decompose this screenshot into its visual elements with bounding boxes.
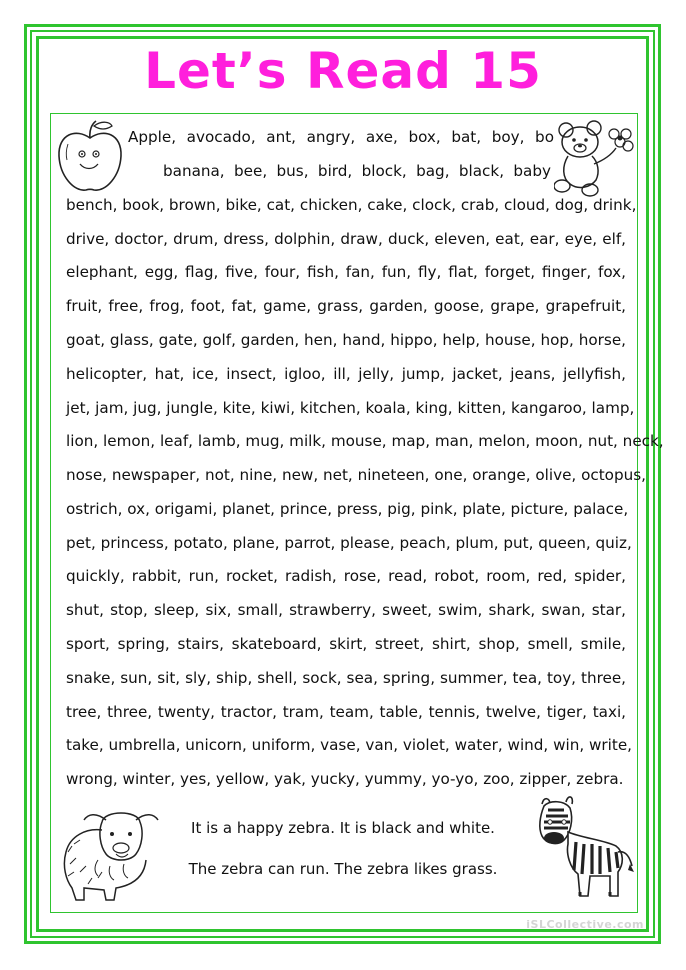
apple-icon bbox=[54, 118, 126, 196]
word-line-12: ostrich, ox, origami, planet, prince, press, pig, pink, plate, picture, palace, bbox=[66, 500, 629, 518]
word-line-11: nose, newspaper, not, nine, new, net, nineteen, one, orange, olive, octopus, bbox=[66, 466, 646, 484]
word-line-8: helicopter, hat, ice, insect, igloo, ill, jelly, jump, jacket, jeans, jellyfish, bbox=[66, 365, 626, 383]
word-line-3: bench, book, brown, bike, cat, chicken, cake, clock, crab, cloud, dog, drink, bbox=[66, 196, 637, 214]
sentence-1: It is a happy zebra. It is black and white. bbox=[191, 819, 495, 837]
yak-icon bbox=[58, 800, 170, 905]
word-line-9: jet, jam, jug, jungle, kite, kiwi, kitchen, koala, king, kitten, kangaroo, lamp, bbox=[66, 399, 635, 417]
word-line-1: Apple, avocado, ant, angry, axe, box, bat, boy, bo bbox=[128, 128, 554, 146]
sentence-2: The zebra can run. The zebra likes grass. bbox=[188, 860, 498, 878]
word-line-2: banana, bee, bus, bird, block, bag, black, baby bbox=[163, 162, 551, 180]
teddy-bear-icon bbox=[554, 120, 634, 198]
word-line-15: shut, stop, sleep, six, small, strawberry, sweet, swim, shark, swan, star, bbox=[66, 601, 626, 619]
watermark: iSLCollective.com bbox=[526, 918, 644, 931]
word-line-6: fruit, free, frog, foot, fat, game, grass, garden, goose, grape, grapefruit, bbox=[66, 297, 626, 315]
word-line-5: elephant, egg, flag, five, four, fish, fan, fun, fly, flat, forget, finger, fox, bbox=[66, 263, 626, 281]
word-line-10: lion, lemon, leaf, lamb, mug, milk, mouse, map, man, melon, moon, nut, neck, bbox=[66, 432, 664, 450]
word-line-20: wrong, winter, yes, yellow, yak, yucky, yummy, yo-yo, zoo, zipper, zebra. bbox=[66, 770, 624, 788]
word-line-17: snake, sun, sit, sly, ship, shell, sock, sea, spring, summer, tea, toy, three, bbox=[66, 669, 626, 687]
word-line-19: take, umbrella, unicorn, uniform, vase, van, violet, water, wind, win, write, bbox=[66, 736, 633, 754]
word-line-14: quickly, rabbit, run, rocket, radish, rose, read, robot, room, red, spider, bbox=[66, 567, 626, 585]
word-line-16: sport, spring, stairs, skateboard, skirt, street, shirt, shop, smell, smile, bbox=[66, 635, 626, 653]
zebra-icon bbox=[528, 792, 636, 902]
word-line-13: pet, princess, potato, plane, parrot, please, peach, plum, put, queen, quiz, bbox=[66, 534, 632, 552]
page-title: Let’s Read 15 bbox=[144, 42, 542, 100]
word-line-4: drive, doctor, drum, dress, dolphin, draw, duck, eleven, eat, ear, eye, elf, bbox=[66, 230, 626, 248]
word-line-18: tree, three, twenty, tractor, tram, team, table, tennis, twelve, tiger, taxi, bbox=[66, 703, 626, 721]
word-line-7: goat, glass, gate, golf, garden, hen, hand, hippo, help, house, hop, horse, bbox=[66, 331, 626, 349]
